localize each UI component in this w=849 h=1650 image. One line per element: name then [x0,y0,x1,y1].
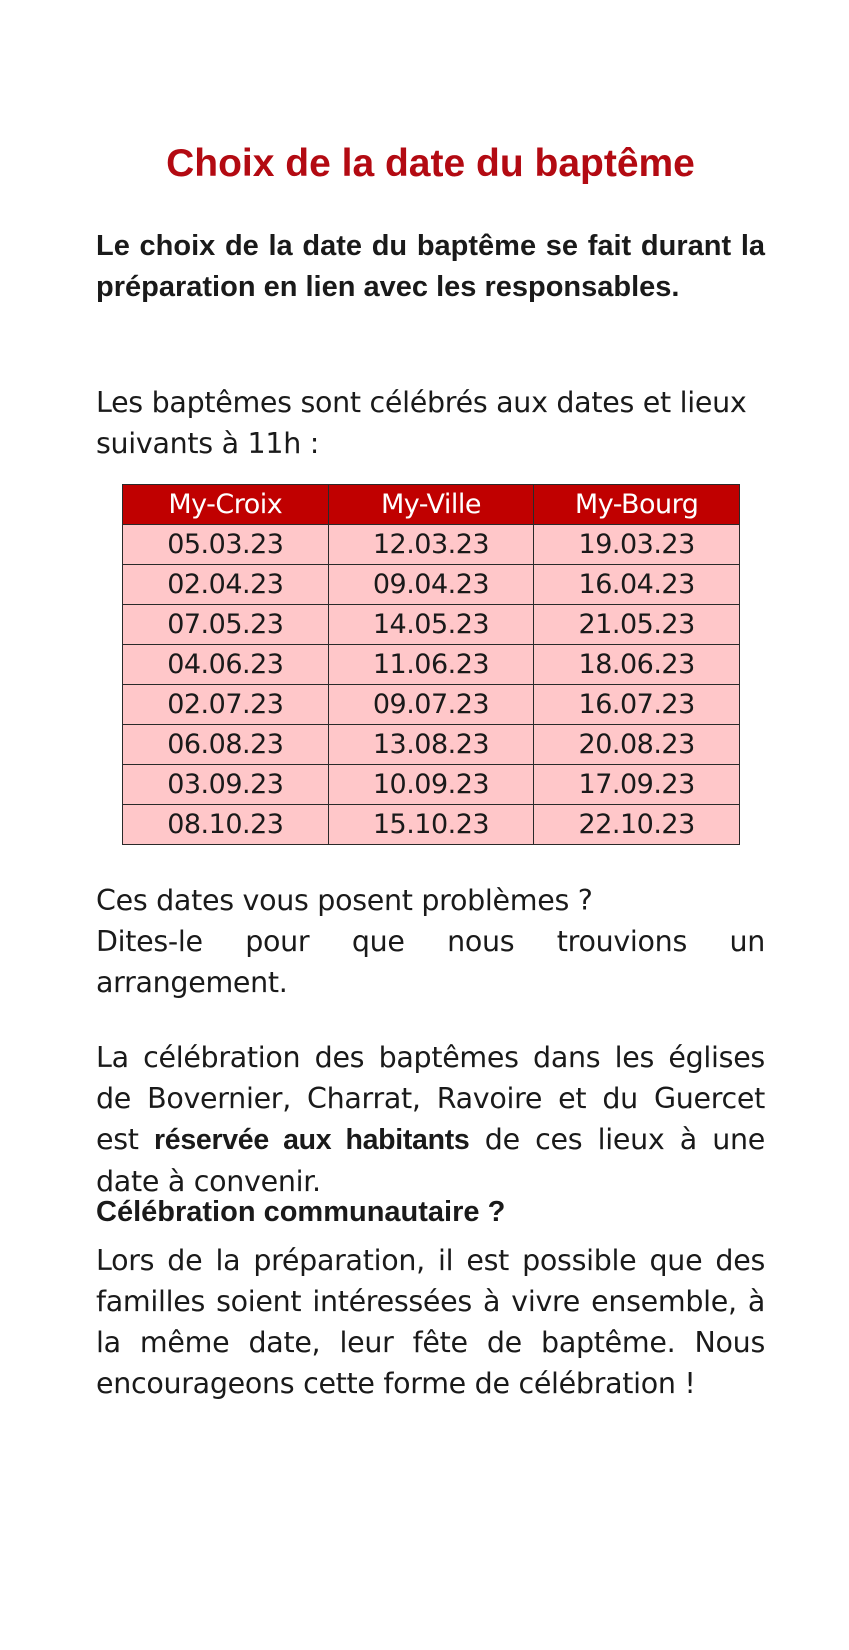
table-cell: 02.07.23 [123,685,329,725]
table-cell: 10.09.23 [328,765,534,805]
table-cell: 07.05.23 [123,605,329,645]
table-row [123,645,740,685]
table-row [123,685,740,725]
problems-question: Ces dates vous posent problèmes ? [96,884,593,917]
intro-paragraph: Le choix de la date du baptême se fait durant la préparation en lien avec les responsables. [96,230,765,303]
table-cell: 03.09.23 [123,765,329,805]
table-cell: 06.08.23 [123,725,329,765]
communal-paragraph: Lors de la préparation, il est possible que des familles soient intéressées à vivre ensemble, à la même date, leur fête de baptême. Nous encourageons cette forme de célébration ! [96,1244,765,1400]
table-row [123,805,740,845]
problems-request: Dites-le pour que nous trouvions un arrangement. [96,925,765,999]
table-cell: 08.10.23 [123,805,329,845]
column-header-my-bourg: My-Bourg [534,485,740,525]
table-cell: 16.07.23 [534,685,740,725]
celebration-highlight: réservée aux habitants [154,1124,470,1156]
column-header-my-croix: My-Croix [123,485,329,525]
celebration-text-after: de ces lieux à une date à convenir. [96,1123,766,1198]
table-cell: 19.03.23 [534,525,740,565]
table-cell: 18.06.23 [534,645,740,685]
table-cell: 09.07.23 [328,685,534,725]
dates-intro-paragraph: Les baptêmes sont célébrés aux dates et lieux suivants à 11h : [96,386,747,460]
table-row [123,725,740,765]
table-row [123,525,740,565]
table-row [123,605,740,645]
table-cell: 20.08.23 [534,725,740,765]
column-header-my-ville: My-Ville [328,485,534,525]
table-cell: 21.05.23 [534,605,740,645]
table-cell: 22.10.23 [534,805,740,845]
table-cell: 09.04.23 [328,565,534,605]
table-cell: 05.03.23 [123,525,329,565]
table-cell: 13.08.23 [328,725,534,765]
baptism-dates-table [122,484,740,845]
table-cell: 16.04.23 [534,565,740,605]
table-cell: 04.06.23 [123,645,329,685]
table-cell: 02.04.23 [123,565,329,605]
table-cell: 12.03.23 [328,525,534,565]
celebration-paragraph [96,1037,765,1202]
table-cell: 14.05.23 [328,605,534,645]
table-header-row [123,485,740,525]
celebration-text-before: La célébration des baptêmes dans les églises de Bovernier, Charrat, Ravoire et du Guercet est [96,1041,765,1156]
problems-paragraph [96,880,765,1003]
table-cell: 11.06.23 [328,645,534,685]
page-title: Choix de la date du baptême [166,142,695,185]
table-cell: 15.10.23 [328,805,534,845]
table-row [123,765,740,805]
communal-heading: Célébration communautaire ? [96,1196,506,1228]
table-cell: 17.09.23 [534,765,740,805]
table-row [123,565,740,605]
